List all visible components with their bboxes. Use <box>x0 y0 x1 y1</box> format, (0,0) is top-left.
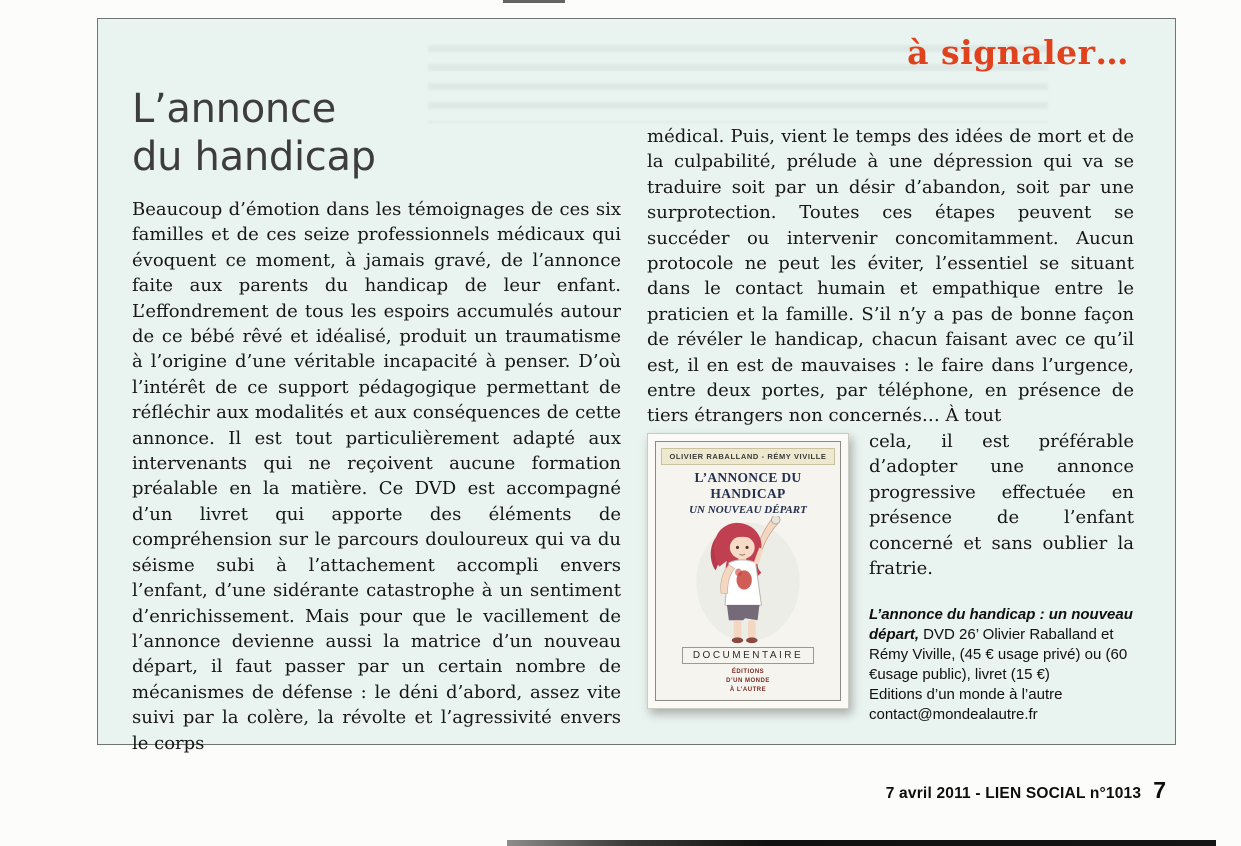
dvd-publisher-line3: À L’AUTRE <box>729 686 767 693</box>
dvd-authors: OLIVIER RABALLAND - RÉMY VIVILLE <box>661 448 835 465</box>
article-title <box>132 85 376 181</box>
dvd-genre-label: DOCUMENTAIRE <box>682 647 814 664</box>
article-box <box>97 18 1176 754</box>
dvd-cover-photo <box>647 433 849 709</box>
article-title-line2: du handicap <box>132 134 376 180</box>
dvd-cover <box>655 441 841 701</box>
dvd-publisher-line2: D’UN MONDE <box>726 677 770 684</box>
dvd-illustration-girl <box>661 516 835 645</box>
body-paragraph-left: Beaucoup d’émotion dans les témoignages de ces six familles et de ces seize professionnels médicaux qui évoquent ce moment, à jamais gravé, de l’annonce faite aux parents du handicap de leur enfant. L’effondrement de tous les espoirs accumulés autour de ce bébé rêvé et idéalisé, produit un traumatisme à l’origine d’une véritable incapacité à penser. D’où l’intérêt de ce support pédagogique permettant de réfléchir aux modalités et aux conséquences de cette annonce. Il est tout particulièrement adapté aux intervenants qui ne reçoivent aucune formation préalable en la matière. Ce DVD est accompagné d’un livret qui apporte des éléments de compréhension sur le parcours douloureux qui va du séisme subi à l’attachement accompli envers l’enfant, d’une sidérante catastrophe à un sentiment d’enrichissement. Mais pour que le vacillement de l’annonce devienne aussi la matrice d’un nouveau départ, il faut passer par un certain nombre de mécanismes de défense : le déni d’abord, assez vite suivi par la colère, la révolte et l’agressivité envers le corps <box>132 199 621 754</box>
scan-artifact-top <box>503 0 565 3</box>
footer-page-number: 7 <box>1153 777 1166 803</box>
footer-issue-line: 7 avril 2011 - LIEN SOCIAL n°1013 <box>885 785 1142 802</box>
caption-contact: contact@mondealautre.fr <box>869 706 1038 724</box>
dvd-title: L’ANNONCE DU HANDICAP <box>694 469 802 501</box>
article-column-right <box>647 124 1134 725</box>
article-column-left <box>132 197 621 756</box>
body-paragraph-right-top: médical. Puis, vient le temps des idées de mort et de la culpabilité, prélude à une dépression qui va se traduire soit par un désir d’abandon, soit par une surprotection. Toutes ces étapes peuvent se succéder ou intervenir concomitamment. Aucun protocole ne peut les éviter, l’essentiel se situant dans le contact humain et empathique entre le praticien et la famille. S’il n’y a pas de bonne façon de révéler le handicap, chacun faisant avec ce qu’il est, il en est de mauvaises : le faire dans l’urgence, entre deux portes, par téléphone, en présence de tiers étrangers non concernés… À tout <box>647 126 1134 427</box>
body-paragraph-right-wrap: cela, il est préférable d’adopter une annonce progressive effectuée en présence de l’enfant concerné et sans oublier la fratrie. <box>869 430 1134 579</box>
dvd-publisher-line1: ÉDITIONS <box>731 668 765 675</box>
dvd-publisher-logo <box>726 668 770 695</box>
article-title-line1: L’annonce <box>132 86 336 132</box>
section-label: à signaler… <box>907 33 1129 72</box>
caption-details: DVD 26’ Olivier Raballand et Rémy Viville, (45 € usage privé) ou (60 €usage public), livret (15 €) <box>869 626 1128 684</box>
page-footer <box>886 777 1166 804</box>
dvd-subtitle: UN NOUVEAU DÉPART <box>689 503 807 516</box>
caption-publisher: Editions d’un monde à l’autre <box>869 686 1063 704</box>
caption-title: L’annonce du handicap : un nouveau départ, <box>869 606 1133 644</box>
scan-artifact-bottom <box>507 840 1216 846</box>
